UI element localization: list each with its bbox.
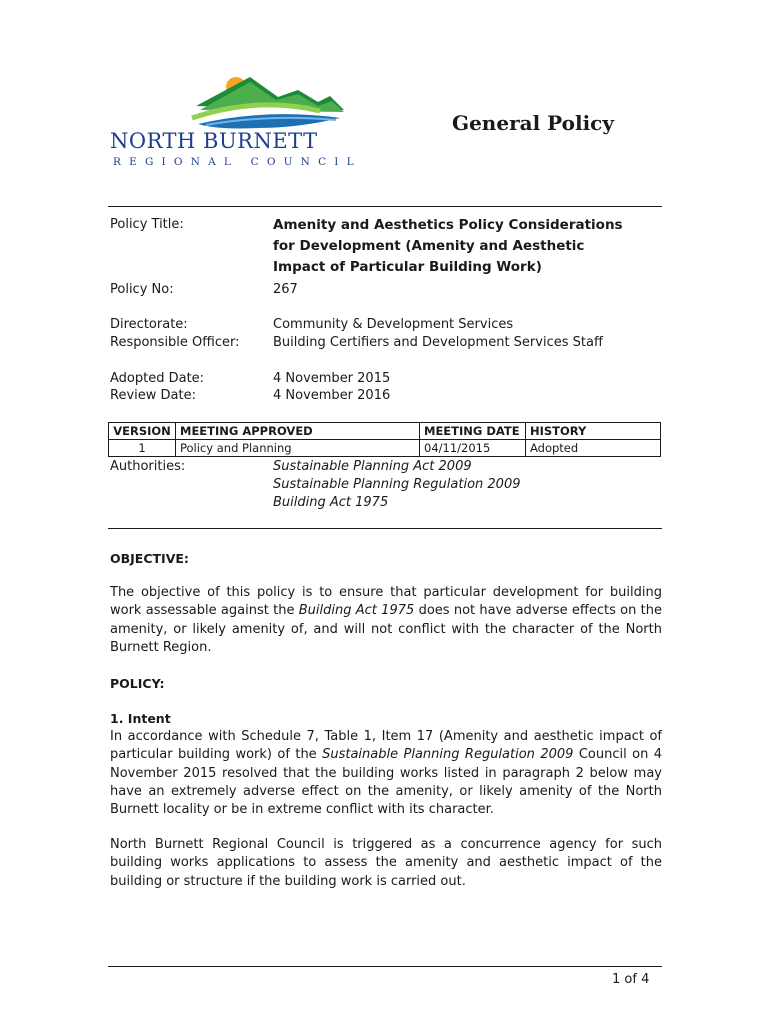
meeting-date-cell: 04/11/2015: [420, 440, 526, 457]
objective-heading: OBJECTIVE:: [110, 551, 189, 566]
policy-number-label: Policy No:: [110, 282, 174, 297]
version-history-table: [108, 422, 661, 457]
meta-divider: [108, 528, 662, 529]
intent-text: Council on 4 November 2015 resolved that the building works listed in paragraph 2 below may have an extremely adverse effect on the amenity, or likely amenity of the North Burnett locality or be in extreme conflict with its character.: [110, 747, 662, 818]
table-header-row: [109, 423, 661, 440]
authority-item: Building Act 1975: [273, 495, 389, 510]
logo-wordmark: NORTH BURNETT: [110, 129, 318, 153]
document-type-title: General Policy: [452, 111, 614, 135]
authority-item: Sustainable Planning Regulation 2009: [273, 477, 521, 492]
directorate-label: Directorate:: [110, 317, 188, 332]
footer-divider: [108, 966, 662, 967]
authority-item: Sustainable Planning Act 2009: [273, 459, 472, 474]
responsible-officer-label: Responsible Officer:: [110, 335, 240, 350]
responsible-officer-value: Building Certifiers and Development Services Staff: [273, 335, 603, 350]
column-header-meeting-date: MEETING DATE: [420, 423, 526, 440]
history-cell: Adopted: [526, 440, 661, 457]
column-header-history: HISTORY: [526, 423, 661, 440]
policy-title-label: Policy Title:: [110, 217, 184, 232]
review-date-value: 4 November 2016: [273, 388, 391, 403]
page-number: 1 of 4: [612, 972, 650, 987]
review-date-label: Review Date:: [110, 388, 196, 403]
concurrence-paragraph: North Burnett Regional Council is triggered as a concurrence agency for such building works applications to assess the amenity and aesthetic impact of the building or structure if the building work is carried out.: [110, 837, 662, 889]
policy-heading: POLICY:: [110, 676, 165, 691]
intent-regulation-reference: Sustainable Planning Regulation 2009: [322, 747, 574, 763]
column-header-meeting-approved: MEETING APPROVED: [176, 423, 420, 440]
objective-text: The objective of this policy is to ensure that particular development for building work assessable against the: [110, 585, 662, 619]
header-divider: [108, 206, 662, 207]
version-cell: 1: [109, 440, 176, 457]
adopted-date-value: 4 November 2015: [273, 371, 391, 386]
meeting-approved-cell: Policy and Planning: [176, 440, 420, 457]
logo-subtitle: REGIONAL COUNCIL: [113, 156, 362, 168]
table-row: [109, 440, 661, 457]
policy-number-value: 267: [273, 282, 298, 297]
mountains-river-icon: [108, 70, 348, 132]
intent-heading: 1. Intent: [110, 711, 171, 726]
council-logo: [108, 70, 362, 172]
adopted-date-label: Adopted Date:: [110, 371, 205, 386]
intent-paragraph: [110, 728, 662, 819]
objective-act-reference: Building Act 1975: [298, 603, 415, 619]
column-header-version: VERSION: [109, 423, 176, 440]
objective-paragraph: [110, 584, 662, 657]
directorate-value: Community & Development Services: [273, 317, 514, 332]
objective-text: does not have adverse effects on the amenity, or likely amenity of, and will not conflict with the character of the North Burnett Region.: [110, 603, 662, 655]
authorities-label: Authorities:: [110, 459, 186, 474]
intent-text: In accordance with Schedule 7, Table 1, Item 17 (Amenity and aesthetic impact of particular building work) of the: [110, 729, 662, 763]
policy-title-value: Amenity and Aesthetics Policy Considerations for Development (Amenity and Aesthetic Impact of Particular Building Work): [273, 217, 623, 275]
